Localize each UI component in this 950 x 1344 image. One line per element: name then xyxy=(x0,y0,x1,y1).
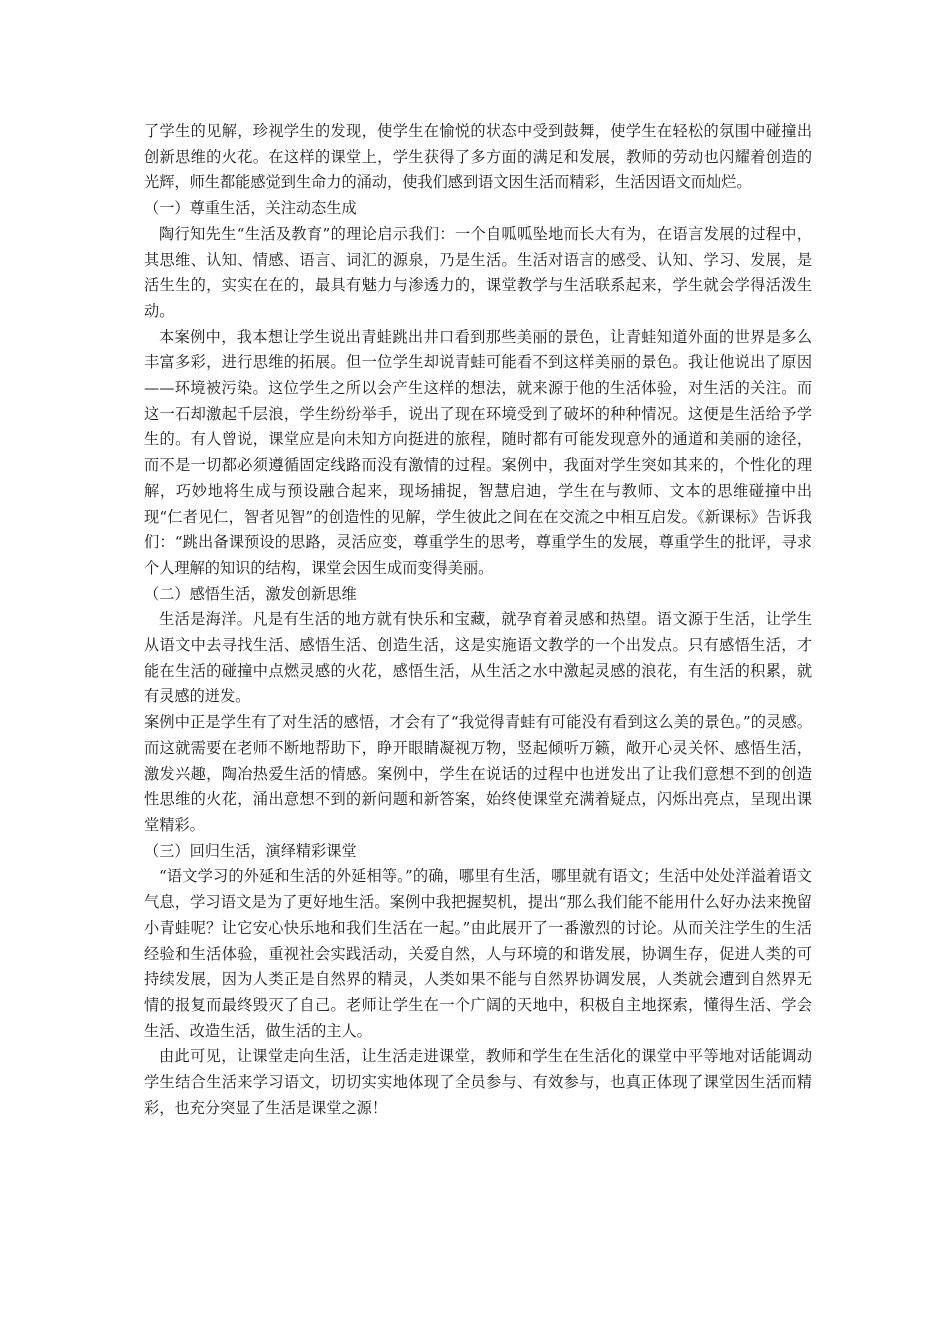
body-paragraph: 生活是海洋。凡是有生活的地方就有快乐和宝藏，就孕育着灵感和热望。语文源于生活，让学生从语文中去寻找生活、感悟生活、创造生活，这是实施语文教学的一个出发点。只有感悟生活，才能在生活的碰撞中点燃灵感的火花，感悟生活，从生活之水中激起灵感的浪花，有生活的积累，就有灵感的迸发。 xyxy=(144,610,812,706)
body-paragraph: 陶行知先生“生活及教育”的理论启示我们：一个自呱呱坠地而长大有为，在语言发展的过程中，其思维、认知、情感、语言、词汇的源泉，乃是生活。生活对语言的感受、认知、学习、发展，是活生生的，实实在在的，最具有魅力与渗透力的，课堂教学与生活联系起来，学生就会学得活泼生动。 xyxy=(144,224,812,320)
conclusion-paragraph: 由此可见，让课堂走向生活，让生活走进课堂，教师和学生在生活化的课堂中平等地对话能调动学生结合生活来学习语文，切切实实地体现了全员参与、有效参与，也真正体现了课堂因生活而精彩，也充分突显了生活是课堂之源！ xyxy=(144,1047,812,1117)
section-heading-3: （三）回归生活，演绎精彩课堂 xyxy=(144,841,357,860)
body-paragraph: 本案例中，我本想让学生说出青蛙跳出井口看到那些美丽的景色，让青蛙知道外面的世界是多么丰富多彩，进行思维的拓展。但一位学生却说青蛙可能看不到这样美丽的景色。我让他说出了原因——环境被污染。这位学生之所以会产生这样的想法，就来源于他的生活体验，对生活的关注。而这一石却激起千层浪，学生纷纷举手，说出了现在环境受到了破坏的种种情况。这便是生活给予学生的。有人曾说，课堂应是向未知方向挺进的旅程，随时都有可能发现意外的通道和美丽的途径，而不是一切都必须遵循固定线路而没有激情的过程。案例中，我面对学生突如其来的，个性化的理解，巧妙地将生成与预设融合起来，现场捕捉，智慧启迪，学生在与教师、文本的思维碰撞中出现“仁者见仁，智者见智”的创造性的见解，学生彼此之间在在交流之中相互启发。《新课标》告诉我们：“跳出备课预设的思路，灵活应变，尊重学生的思考，尊重学生的发展，尊重学生的批评，寻求个人理解的知识的结构，课堂会因生成而变得美丽。 xyxy=(144,327,812,577)
body-paragraph: 案例中正是学生有了对生活的感悟，才会有了“我觉得青蛙有可能没有看到这么美的景色。”的灵感。而这就需要在老师不断地帮助下，睁开眼睛凝视万物，竖起倾听万籁，敞开心灵关怀、感悟生活，激发兴趣，陶冶热爱生活的情感。案例中，学生在说话的过程中也迸发出了让我们意想不到的创造性思维的火花，涌出意想不到的新问题和新答案，始终使课堂充满着疑点，闪烁出亮点，呈现出课堂精彩。 xyxy=(144,713,812,834)
section-heading-1: （一）尊重生活，关注动态生成 xyxy=(144,199,357,218)
intro-paragraph: 了学生的见解，珍视学生的发现，使学生在愉悦的状态中受到鼓舞，使学生在轻松的氛围中碰撞出创新思维的火花。在这样的课堂上，学生获得了多方面的满足和发展，教师的劳动也闪耀着创造的光辉，师生都能感觉到生命力的涌动，使我们感到语文因生活而精彩，生活因语文而灿烂。 xyxy=(144,122,812,192)
section-heading-2: （二）感悟生活，激发创新思维 xyxy=(144,584,357,603)
body-paragraph: “语文学习的外延和生活的外延相等。”的确，哪里有生活，哪里就有语文；生活中处处洋溢着语文气息，学习语文是为了更好地生活。案例中我把握契机，提出“那么我们能不能用什么好办法来挽留小青蛙呢？让它安心快乐地和我们生活在一起。”由此展开了一番激烈的讨论。从而关注学生的生活经验和生活体验，重视社会实践活动，关爱自然，人与环境的和谐发展，协调生存，促进人类的可持续发展，因为人类正是自然界的精灵，人类如果不能与自然界协调发展，人类就会遭到自然界无情的报复而最终毁灭了自己。老师让学生在一个广阔的天地中，积极自主地探索，懂得生活、学会生活、改造生活，做生活的主人。 xyxy=(144,867,812,1040)
document-page xyxy=(144,119,812,1121)
